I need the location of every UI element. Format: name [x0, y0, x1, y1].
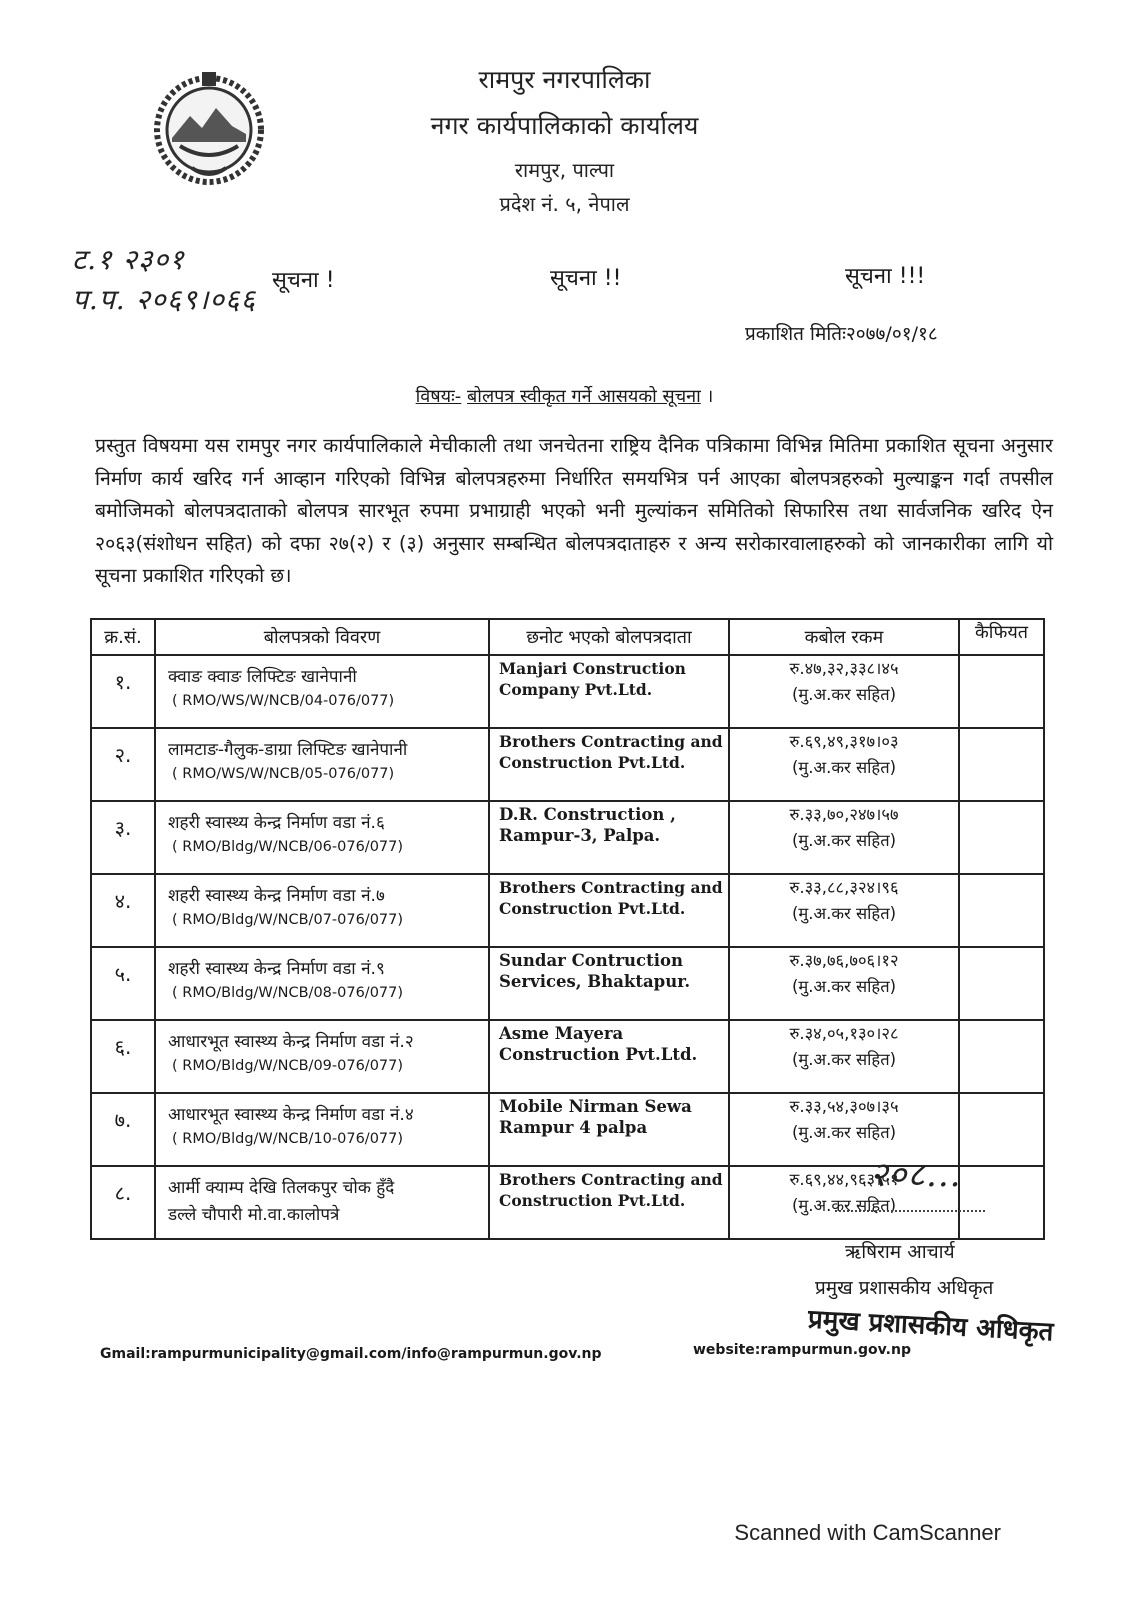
table-row: [91, 801, 1044, 874]
row-bidder: [489, 1093, 729, 1166]
row-amount: [729, 874, 959, 947]
bid-amount: रु.४७,३२,३३८।४५: [789, 659, 899, 678]
row-serial: ४.: [91, 874, 155, 947]
work-title: लामटाङ-गैलुक-डाग्रा लिफ्टिङ खानेपानी: [168, 740, 408, 760]
row-remarks: [959, 947, 1044, 1020]
bidder-line-1: Brothers Contracting and: [499, 1170, 723, 1189]
bidder-line-1: Asme Mayera: [499, 1024, 624, 1043]
vat-note: (मु.अ.कर सहित): [791, 831, 897, 850]
bidder-line-1: D.R. Construction ,: [499, 805, 676, 824]
row-amount: [729, 801, 959, 874]
footer-website: website:rampurmun.gov.np: [693, 1342, 911, 1358]
bidder-line-1: Brothers Contracting and: [499, 732, 723, 751]
bidder-line-2: Services, Bhaktapur.: [499, 972, 691, 991]
vat-note: (मु.अ.कर सहित): [791, 977, 897, 996]
bid-amount: रु.६९,४४,९६३।५१: [789, 1170, 899, 1189]
row-remarks: [959, 1166, 1044, 1239]
row-serial: ३.: [91, 801, 155, 874]
vat-note: (मु.अ.कर सहित): [791, 685, 897, 704]
contract-code: ( RMO/Bldg/W/NCB/08-076/077): [172, 985, 404, 1001]
office-name: नगर कार्यपालिकाको कार्यालय: [430, 111, 699, 140]
row-description: [155, 1166, 489, 1239]
bidder-line-1: Brothers Contracting and: [499, 878, 723, 897]
row-description: [155, 728, 489, 801]
work-title: क्वाङ क्वाङ लिफ्टिङ खानेपानी: [168, 667, 357, 687]
contract-code: ( RMO/Bldg/W/NCB/09-076/077): [172, 1058, 404, 1074]
row-bidder: [489, 947, 729, 1020]
row-serial: ६.: [91, 1020, 155, 1093]
contract-code: ( RMO/Bldg/W/NCB/10-076/077): [172, 1131, 404, 1147]
municipality-name: रामपुर नगरपालिका: [478, 65, 651, 94]
row-bidder: [489, 1166, 729, 1239]
bid-amount: रु.३७,७६,७०६।१२: [789, 951, 899, 970]
office-location: रामपुर, पाल्पा: [514, 158, 615, 182]
province-country: प्रदेश नं. ५, नेपाल: [499, 192, 630, 216]
contract-code: ( RMO/Bldg/W/NCB/07-076/077): [172, 912, 404, 928]
row-description: [155, 947, 489, 1020]
row-description: [155, 874, 489, 947]
footer-email: Gmail:rampurmunicipality@gmail.com/info@rampurmun.gov.np: [100, 1346, 602, 1362]
row-serial: २.: [91, 728, 155, 801]
notice-heading-2: सूचना !!: [550, 266, 622, 291]
contract-code: ( RMO/WS/W/NCB/05-076/077): [172, 766, 395, 782]
scanner-watermark: Scanned with CamScanner: [734, 1520, 1001, 1545]
signatory-name: ऋषिराम आचार्य: [845, 1241, 955, 1263]
row-bidder: [489, 728, 729, 801]
bidder-line-2: Construction Pvt.Ltd.: [499, 1045, 698, 1064]
signatory-title: प्रमुख प्रशासकीय अधिकृत: [815, 1277, 994, 1299]
row-description: [155, 1093, 489, 1166]
row-amount: [729, 728, 959, 801]
row-amount: [729, 655, 959, 728]
bidder-line-2: Construction Pvt.Ltd.: [499, 899, 686, 918]
header-bidder: छनोट भएको बोलपत्रदाता: [489, 619, 729, 655]
bid-amount: रु.६९,४९,३१७।०३: [789, 732, 899, 751]
contract-code: ( RMO/Bldg/W/NCB/06-076/077): [172, 839, 404, 855]
row-remarks: [959, 874, 1044, 947]
row-serial: ८.: [91, 1166, 155, 1239]
row-amount: [729, 1020, 959, 1093]
vat-note: (मु.अ.कर सहित): [791, 1123, 897, 1142]
bidder-line-2: Rampur 4 palpa: [499, 1118, 648, 1137]
row-bidder: [489, 801, 729, 874]
row-bidder: [489, 874, 729, 947]
row-serial: ५.: [91, 947, 155, 1020]
notice-heading-3: सूचना !!!: [845, 264, 926, 289]
row-bidder: [489, 1020, 729, 1093]
row-description: [155, 655, 489, 728]
row-bidder: [489, 655, 729, 728]
bidder-line-1: Manjari Construction: [499, 659, 686, 678]
header-serial: क्र.सं.: [91, 619, 155, 655]
subject-text: बोलपत्र स्वीकृत गर्ने आसयको सूचना: [467, 386, 701, 407]
bid-amount: रु.३३,७०,२४७।५७: [789, 805, 899, 824]
bid-table: [90, 618, 1045, 1240]
row-remarks: [959, 1093, 1044, 1166]
row-remarks: [959, 1020, 1044, 1093]
vat-note: (मु.अ.कर सहित): [791, 1196, 897, 1215]
bidder-line-2: Construction Pvt.Ltd.: [499, 753, 686, 772]
handwritten-reference-1: ट.१ २३०१: [72, 243, 185, 276]
table-row: [91, 728, 1044, 801]
bidder-line-2: Construction Pvt.Ltd.: [499, 1191, 686, 1210]
row-amount: [729, 947, 959, 1020]
vat-note: (मु.अ.कर सहित): [791, 1050, 897, 1069]
bidder-line-1: Sundar Contruction: [499, 951, 683, 970]
work-title: शहरी स्वास्थ्य केन्द्र निर्माण वडा नं.७: [168, 886, 385, 906]
header-remarks: कैफियत: [959, 619, 1044, 655]
row-remarks: [959, 728, 1044, 801]
signature-line: [835, 1210, 985, 1212]
contract-code: ( RMO/WS/W/NCB/04-076/077): [172, 693, 395, 709]
bid-amount: रु.३३,८८,३२४।९६: [789, 878, 899, 897]
work-title: शहरी स्वास्थ्य केन्द्र निर्माण वडा नं.९: [168, 959, 385, 979]
table-header-row: [91, 619, 1044, 655]
bidder-line-2: Rampur-3, Palpa.: [499, 826, 661, 845]
header-description: बोलपत्रको विवरण: [155, 619, 489, 655]
row-remarks: [959, 655, 1044, 728]
header-amount: कबोल रकम: [729, 619, 959, 655]
work-title: आधारभूत स्वास्थ्य केन्द्र निर्माण वडा नं.४: [168, 1105, 414, 1125]
bidder-line-2: Company Pvt.Ltd.: [499, 680, 653, 699]
bid-amount: रु.३३,५४,३०७।३५: [789, 1097, 899, 1116]
signature-scribble: २०८...: [870, 1155, 962, 1195]
row-description: [155, 1020, 489, 1093]
notice-heading-1: सूचना !: [272, 268, 335, 293]
work-title: शहरी स्वास्थ्य केन्द्र निर्माण वडा नं.६: [168, 813, 385, 833]
vat-note: (मु.अ.कर सहित): [791, 904, 897, 923]
subject-line: [0, 384, 1129, 408]
table-row: [91, 1020, 1044, 1093]
table-row: [91, 874, 1044, 947]
bidder-line-1: Mobile Nirman Sewa: [499, 1097, 692, 1116]
row-serial: १.: [91, 655, 155, 728]
published-date: प्रकाशित मितिः२०७७/०१/१८: [745, 323, 938, 345]
subject-suffix: ।: [706, 386, 714, 407]
handwritten-reference-2: प.प. २०६९।०६६: [72, 283, 257, 316]
table-row: [91, 655, 1044, 728]
row-serial: ७.: [91, 1093, 155, 1166]
row-remarks: [959, 801, 1044, 874]
bid-amount: रु.३४,०५,१३०।२८: [789, 1024, 899, 1043]
official-stamp-title: प्रमुख प्रशासकीय अधिकृत: [807, 1304, 1055, 1348]
work-title: आर्मी क्याम्प देखि तिलकपुर चोक हुँदै: [168, 1178, 395, 1198]
notice-body-paragraph: प्रस्तुत विषयमा यस रामपुर नगर कार्यपालिकाले मेचीकाली तथा जनचेतना राष्ट्रिय दैनिक पत्रिकामा विभिन्न मितिमा प्रकाशित सूचना अनुसार निर्माण कार्य खरिद गर्न आव्हान गरिएको विभिन्न बोलपत्रहरुमा निर्धारित समयभित्र पर्न आएका बोलपत्रहरुको मुल्याङ्कन गर्दा तपसील बमोजिमको बोलपत्रदाताको बोलपत्र सारभूत रुपमा प्रभाग्राही भएको भनी मुल्यांकन समितिको सिफारिस तथा सार्वजनिक खरिद ऐन २०६३(संशोधन सहित) को दफा २७(२) र (३) अनुसार सम्बन्धित बोलपत्रदाताहरु र अन्य सरोकारवालाहरुको को जानकारीका लागि यो सूचना प्रकाशित गरिएको छ।: [95, 434, 1053, 588]
table-row: [91, 947, 1044, 1020]
work-title: आधारभूत स्वास्थ्य केन्द्र निर्माण वडा नं.२: [168, 1032, 414, 1052]
vat-note: (मु.अ.कर सहित): [791, 758, 897, 777]
subject-prefix: विषयः-: [415, 386, 462, 407]
work-title-continued: डल्ले चौपारी मो.वा.कालोपत्रे: [168, 1205, 340, 1225]
row-description: [155, 801, 489, 874]
